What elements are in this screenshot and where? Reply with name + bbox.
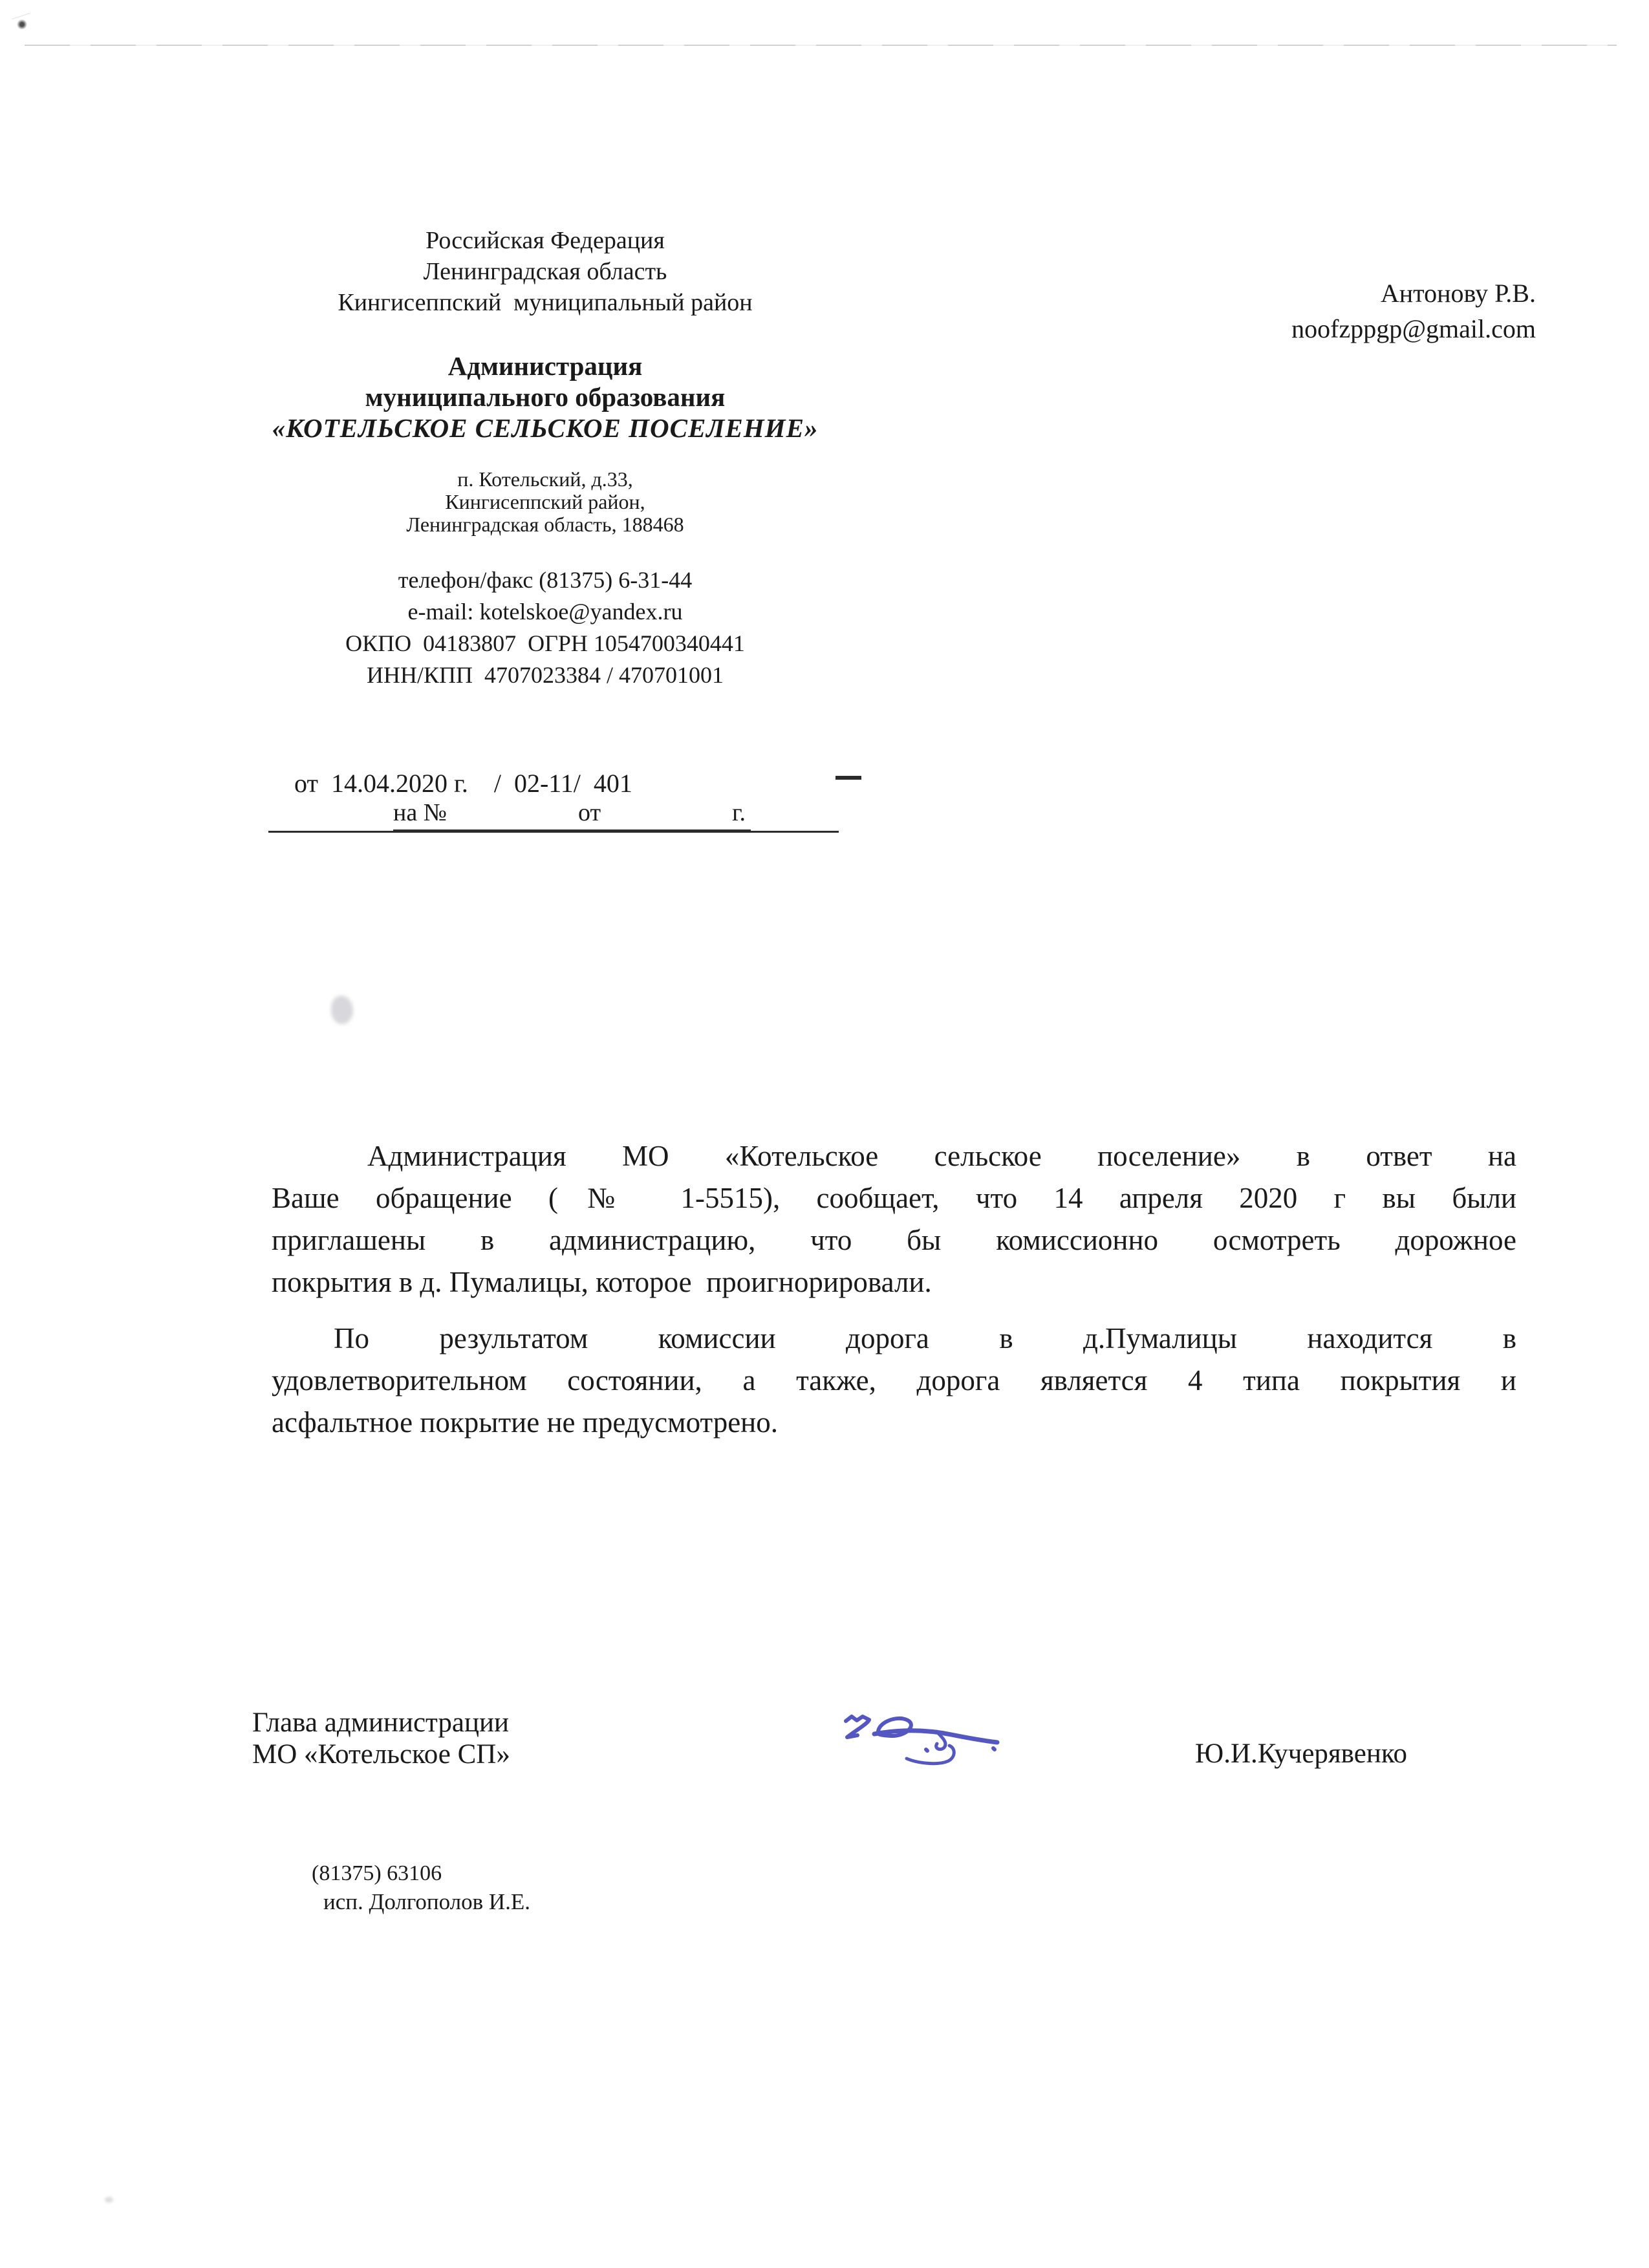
contact-email: e-mail: kotelskoe@yandex.ru — [407, 599, 683, 625]
scan-artifact-speck-topleft — [17, 19, 27, 29]
letterhead-jurisdiction — [222, 225, 868, 318]
recipient-email: noofzppgp@gmail.com — [1291, 314, 1536, 343]
body-line: Ваше обращение (№ 1-5515), сообщает, что 14 апреля 2020 г вы были — [272, 1182, 1516, 1214]
org-entity-line: муниципального образования — [365, 382, 726, 412]
signer-title-line2: МО «Котельское СП» — [252, 1739, 510, 1770]
incoming-date-label: от — [578, 799, 601, 826]
letterhead-contacts — [222, 564, 868, 691]
scan-artifact-line — [25, 45, 1617, 46]
letterhead-address — [222, 468, 868, 536]
outgoing-reference-text: от 14.04.2020 г. / 02-11/ 401 — [294, 769, 632, 798]
signature-stroke-tail — [907, 1731, 954, 1764]
contact-okpo-ogrn: ОКПО 04183807 ОГРН 1054700340441 — [345, 630, 745, 656]
executor-name: исп. Долгополов И.Е. — [323, 1889, 531, 1914]
recipient-block — [1291, 275, 1536, 347]
paragraph-2 — [272, 1318, 1516, 1444]
signer-name: Ю.И.Кучерявенко — [1195, 1738, 1408, 1769]
letterhead-district: Кингисеппский муниципальный район — [338, 289, 753, 316]
address-region-zip: Ленинградская область, 188468 — [406, 513, 684, 536]
address-street: п. Котельский, д.33, — [457, 467, 633, 491]
scan-artifact-speck-bottom — [105, 2197, 113, 2203]
executor-phone: (81375) 63106 — [312, 1861, 442, 1885]
paragraph-1 — [272, 1135, 1516, 1303]
signer-title — [252, 1707, 510, 1770]
underline-dash — [835, 776, 861, 780]
signature-stroke-flourish — [846, 1717, 869, 1737]
body-line: По результатом комиссии дорога в д.Пумалицы находится в — [334, 1322, 1516, 1354]
incoming-year-label: г. — [732, 799, 746, 826]
org-name: «КОТЕЛЬСКОЕ СЕЛЬСКОЕ ПОСЕЛЕНИЕ» — [272, 413, 819, 443]
body-line: покрытия в д. Пумалицы, которое проигнорировали. — [272, 1266, 932, 1298]
body-line: приглашены в администрацию, что бы комиссионно осмотреть дорожное — [272, 1224, 1516, 1256]
letter-body — [272, 1135, 1516, 1444]
incoming-number-label: на № — [393, 799, 447, 826]
body-line: удовлетворительном состоянии, а также, дорога является 4 типа покрытия и — [272, 1364, 1516, 1396]
contact-phone: телефон/факс (81375) 6-31-44 — [398, 567, 693, 593]
org-type-line: Администрация — [447, 351, 643, 381]
incoming-reference-line — [393, 799, 751, 831]
signature-ink — [838, 1707, 1013, 1778]
body-line: Администрация МО «Котельское сельское поселение» в ответ на — [367, 1140, 1516, 1172]
letterhead-country: Российская Федерация — [426, 227, 665, 254]
letterhead-region: Ленинградская область — [423, 258, 667, 285]
letterhead-organization — [222, 350, 868, 444]
signer-title-line1: Глава администрации — [252, 1707, 509, 1738]
recipient-name: Антонову Р.В. — [1380, 279, 1536, 308]
scan-artifact-smudge — [331, 996, 353, 1024]
contact-inn-kpp: ИНН/КПП 4707023384 / 470701001 — [366, 662, 724, 688]
body-line: асфальтное покрытие не предусмотрено. — [272, 1406, 778, 1439]
address-district: Кингисеппский район, — [445, 490, 645, 513]
letterhead — [222, 225, 868, 691]
